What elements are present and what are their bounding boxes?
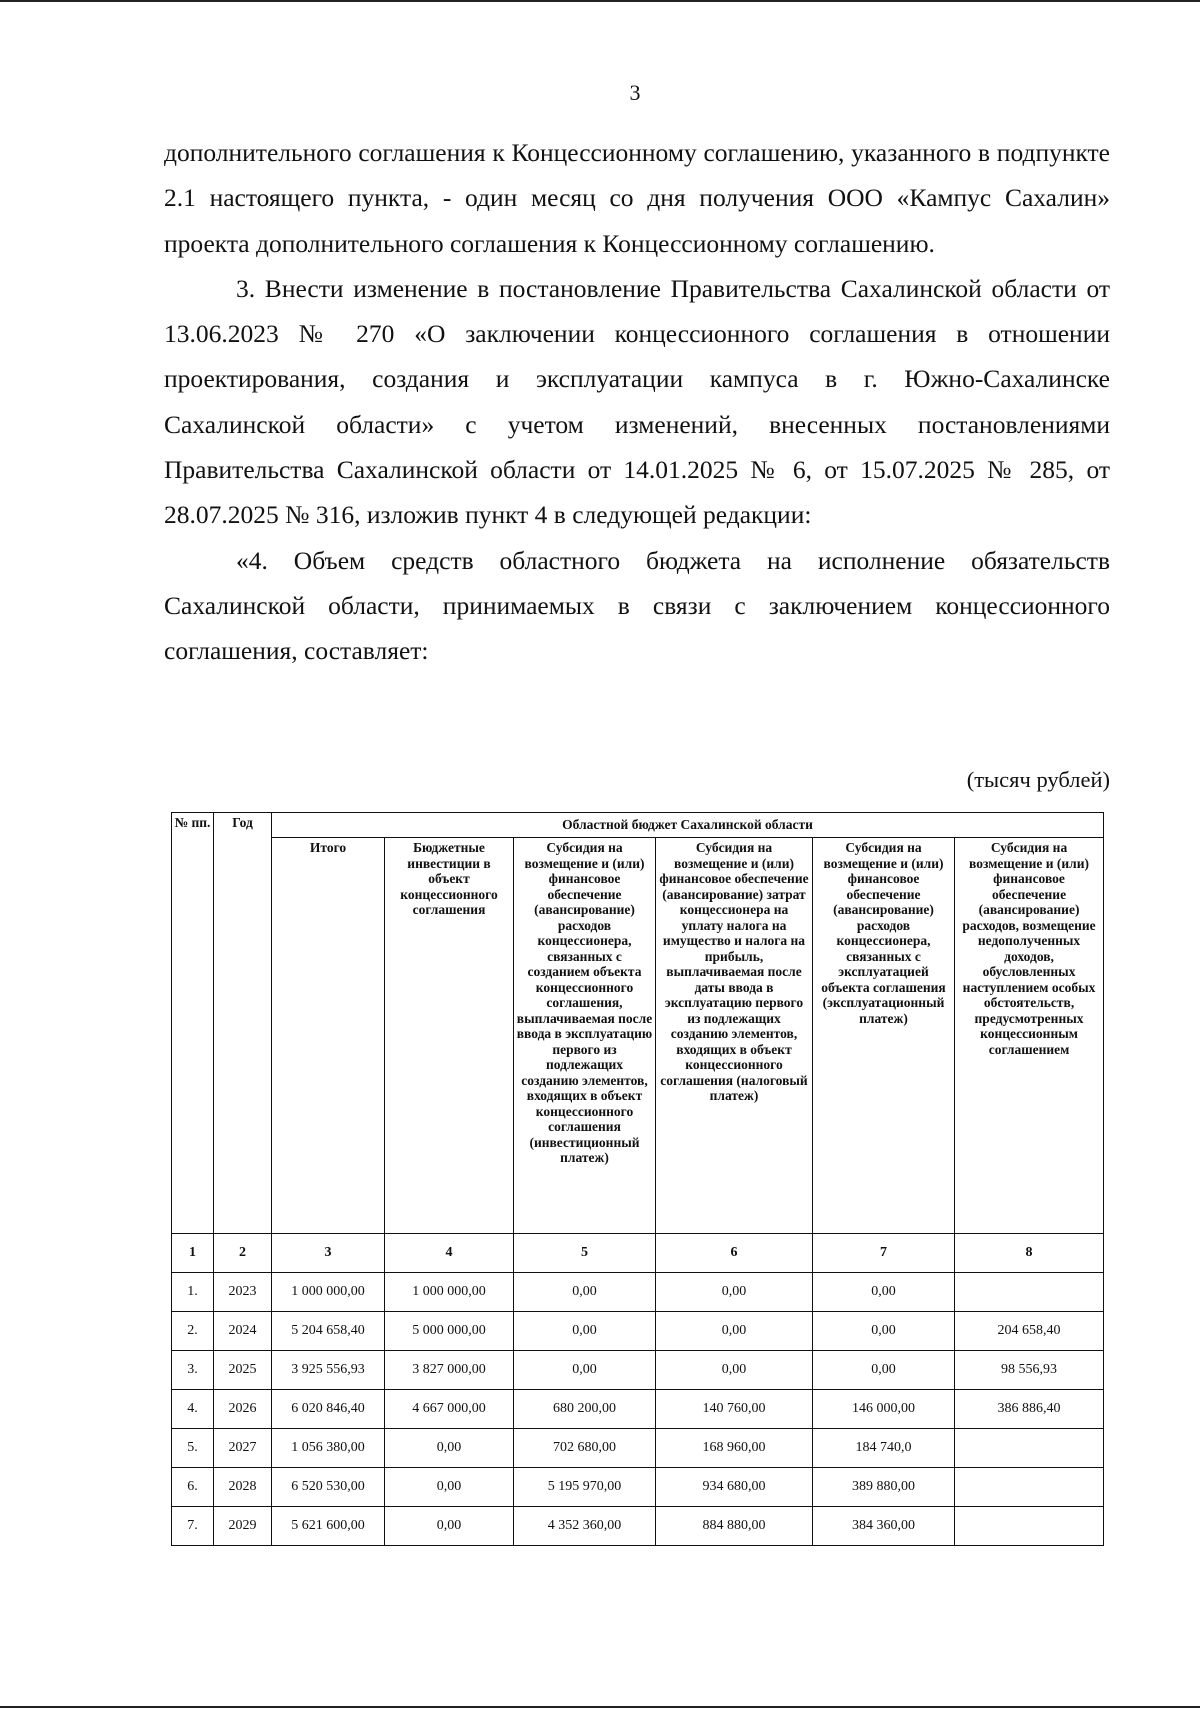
table-cell: 2028 [214, 1468, 272, 1507]
table-row [172, 1390, 1104, 1429]
table-cell [955, 1273, 1104, 1312]
table-cell: 2024 [214, 1312, 272, 1351]
table-cell: 7. [172, 1507, 214, 1546]
table-cell: 5 000 000,00 [385, 1312, 514, 1351]
table-cell: 1 000 000,00 [385, 1273, 514, 1312]
table-cell: 4. [172, 1390, 214, 1429]
table-cell [955, 1507, 1104, 1546]
header-investments: Бюджетные инвестиции в объект концессионного соглашения [385, 838, 514, 1234]
table-cell: 6 020 846,40 [272, 1390, 385, 1429]
table-cell: 384 360,00 [813, 1507, 955, 1546]
table-cell: 146 000,00 [813, 1390, 955, 1429]
table-cell: 2027 [214, 1429, 272, 1468]
paragraph-item-3: 3. Внести изменение в постановление Правительства Сахалинской области от 13.06.2023 № 270 «О заключении концессионного соглашения в отношении проектирования, создания и эксплуатации кампуса в г. Южно-Сахалинске Сахалинской области» с учетом изменений, внесенных постановлениями Правительства Сахалинской области от 14.01.2025 № 6, от 15.07.2025 № 285, от 28.07.2025 № 316, изложив пункт 4 в следующей редакции: [164, 273, 1110, 530]
column-index: 6 [656, 1234, 813, 1273]
header-year: Год [214, 813, 272, 1234]
header-group: Областной бюджет Сахалинской области [272, 813, 1104, 838]
column-index: 5 [514, 1234, 656, 1273]
paragraph-continuation: дополнительного соглашения к Концессионному соглашению, указанного в подпункте 2.1 настоящего пункта, - один месяц со дня получения ООО «Кампус Сахалин» проекта дополнительного соглашения к Концессионному соглашению. [164, 138, 1110, 258]
table-cell: 5 195 970,00 [514, 1468, 656, 1507]
table-cell [955, 1429, 1104, 1468]
table-cell: 6. [172, 1468, 214, 1507]
table-cell: 168 960,00 [656, 1429, 813, 1468]
table-cell: 5. [172, 1429, 214, 1468]
table-cell: 3 925 556,93 [272, 1351, 385, 1390]
table-cell: 0,00 [385, 1507, 514, 1546]
table-cell: 1 000 000,00 [272, 1273, 385, 1312]
table-cell: 386 886,40 [955, 1390, 1104, 1429]
table-cell: 2026 [214, 1390, 272, 1429]
table-cell: 2029 [214, 1507, 272, 1546]
table-cell: 0,00 [514, 1273, 656, 1312]
table-row [172, 1429, 1104, 1468]
column-index-row [172, 1234, 1104, 1273]
table-cell: 4 667 000,00 [385, 1390, 514, 1429]
table-cell: 0,00 [656, 1312, 813, 1351]
table-cell: 3 827 000,00 [385, 1351, 514, 1390]
table-cell [955, 1468, 1104, 1507]
table-cell: 98 556,93 [955, 1351, 1104, 1390]
table-cell: 3. [172, 1351, 214, 1390]
table-cell: 702 680,00 [514, 1429, 656, 1468]
table-cell: 0,00 [385, 1429, 514, 1468]
column-index: 2 [214, 1234, 272, 1273]
table-cell: 1. [172, 1273, 214, 1312]
table-cell: 0,00 [514, 1312, 656, 1351]
table-row [172, 1312, 1104, 1351]
table-cell: 140 760,00 [656, 1390, 813, 1429]
table-cell: 0,00 [514, 1351, 656, 1390]
column-index: 4 [385, 1234, 514, 1273]
page-number: 3 [629, 80, 641, 105]
column-index: 3 [272, 1234, 385, 1273]
table-cell: 4 352 360,00 [514, 1507, 656, 1546]
header-num: № пп. [172, 813, 214, 1234]
table-row [172, 1468, 1104, 1507]
table-cell: 0,00 [656, 1273, 813, 1312]
table-cell: 5 621 600,00 [272, 1507, 385, 1546]
table-cell: 934 680,00 [656, 1468, 813, 1507]
table-cell: 6 520 530,00 [272, 1468, 385, 1507]
header-special-circumstances: Субсидия на возмещение и (или) финансовое обеспечение (авансирование) расходов, возмещение недополученных доходов, обусловленных наступлением особых обстоятельств, предусмотренных концессионным соглашением [955, 838, 1104, 1234]
table-cell: 184 740,0 [813, 1429, 955, 1468]
column-index: 1 [172, 1234, 214, 1273]
header-total: Итого [272, 838, 385, 1234]
table-row [172, 1273, 1104, 1312]
units-label: (тысяч рублей) [966, 767, 1110, 792]
header-investment-payment: Субсидия на возмещение и (или) финансовое обеспечение (авансирование) расходов концессионера, связанных с созданием объекта концессионного соглашения, выплачиваемая после ввода в эксплуатацию первого из подлежащих созданию элементов, входящих в объект концессионного соглашения (инвестиционный платеж) [514, 838, 656, 1234]
table-row [172, 1351, 1104, 1390]
table-cell: 1 056 380,00 [272, 1429, 385, 1468]
table-cell: 0,00 [656, 1351, 813, 1390]
table-cell: 5 204 658,40 [272, 1312, 385, 1351]
column-index: 8 [955, 1234, 1104, 1273]
header-tax-payment: Субсидия на возмещение и (или) финансовое обеспечение (авансирование) затрат концессионера на уплату налога на имущество и налога на прибыль, выплачиваемая после даты ввода в эксплуатацию первого из подлежащих созданию элементов, входящих в объект концессионного соглашения (налоговый платеж) [656, 838, 813, 1234]
table-cell: 680 200,00 [514, 1390, 656, 1429]
budget-table [171, 812, 1104, 1546]
table-cell: 2023 [214, 1273, 272, 1312]
table-cell: 2. [172, 1312, 214, 1351]
header-operational-payment: Субсидия на возмещение и (или) финансовое обеспечение (авансирование) расходов концессионера, связанных с эксплуатацией объекта соглашения (эксплуатационный платеж) [813, 838, 955, 1234]
scan-edge-bottom [0, 1706, 1200, 1708]
document-body [164, 130, 1110, 674]
table-cell: 389 880,00 [813, 1468, 955, 1507]
table-cell: 0,00 [813, 1312, 955, 1351]
table-cell: 884 880,00 [656, 1507, 813, 1546]
table-cell: 204 658,40 [955, 1312, 1104, 1351]
table-cell: 0,00 [385, 1468, 514, 1507]
paragraph-item-4: «4. Объем средств областного бюджета на исполнение обязательств Сахалинской области, принимаемых в связи с заключением концессионного соглашения, составляет: [164, 545, 1110, 666]
table-cell: 2025 [214, 1351, 272, 1390]
column-index: 7 [813, 1234, 955, 1273]
scan-edge-top [0, 0, 1200, 2]
table-cell: 0,00 [813, 1273, 955, 1312]
table-row [172, 1507, 1104, 1546]
table-cell: 0,00 [813, 1351, 955, 1390]
